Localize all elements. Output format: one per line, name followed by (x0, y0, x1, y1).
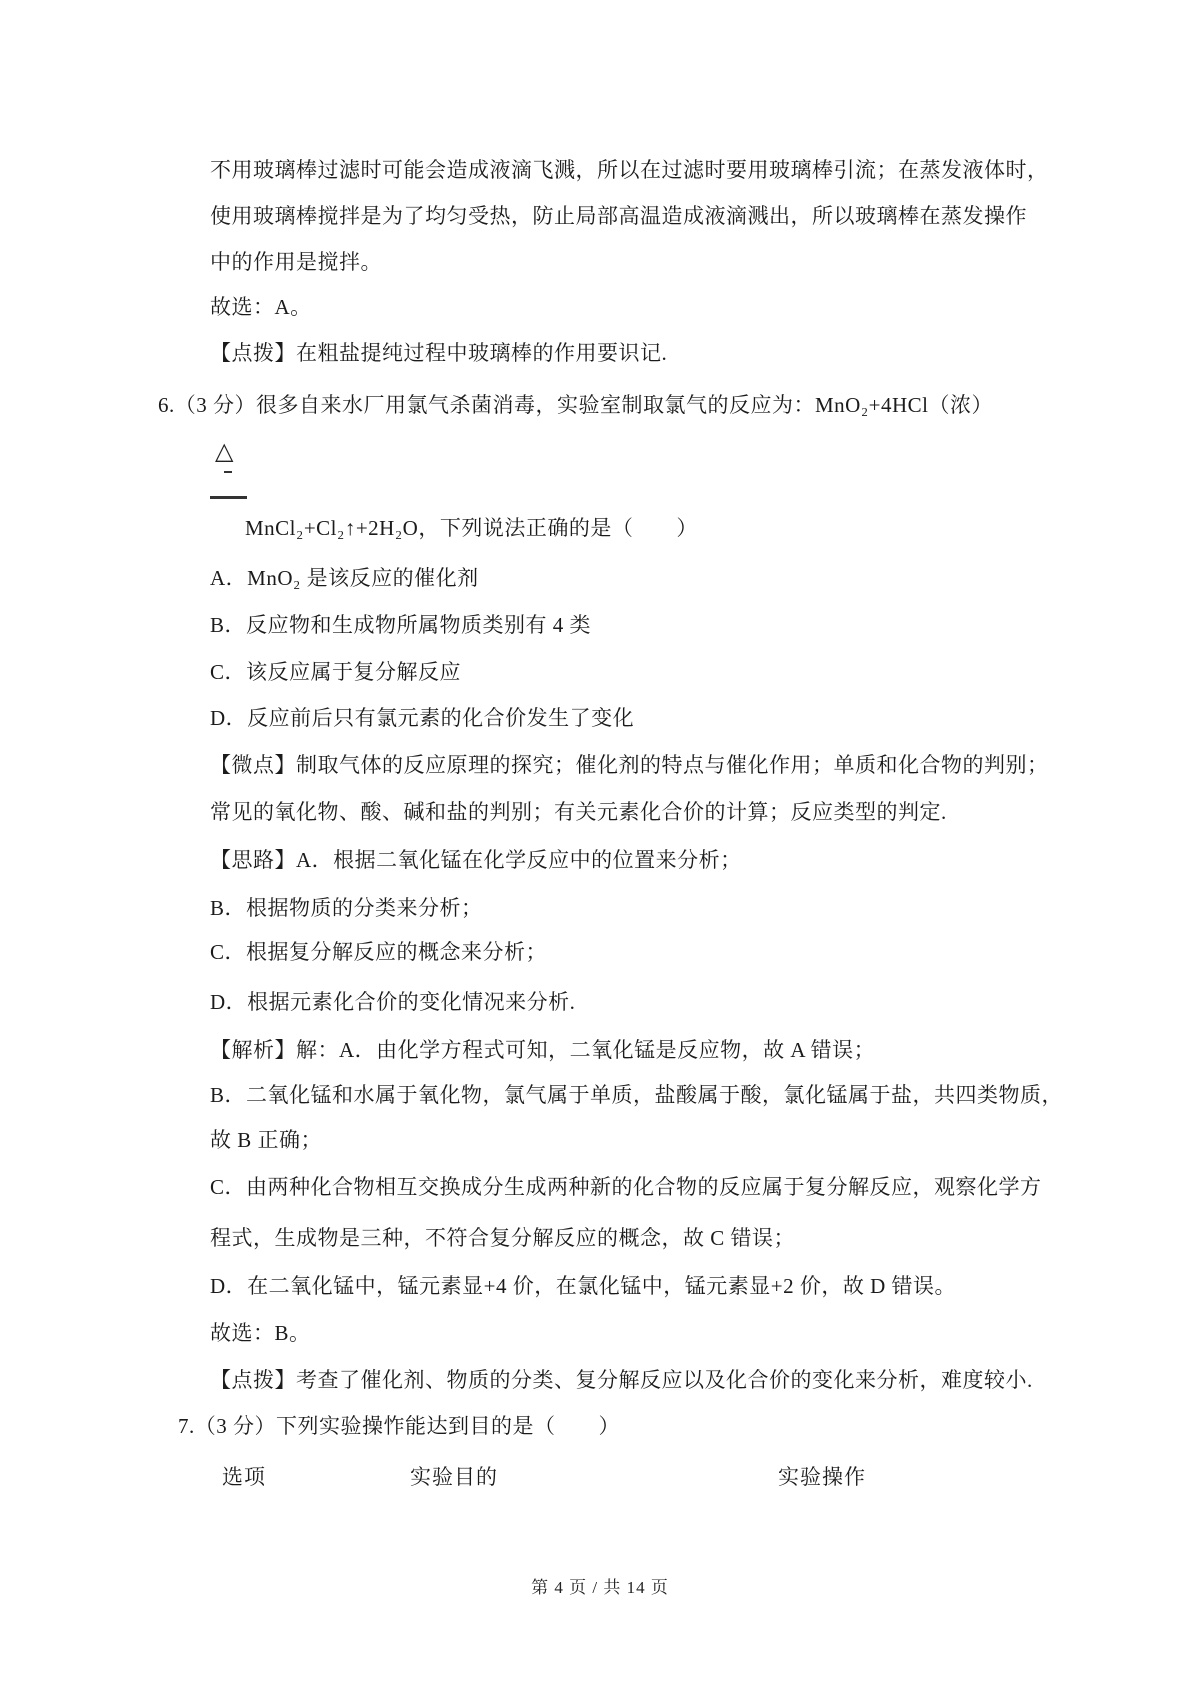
table-header-purpose: 实验目的 (410, 1465, 498, 1489)
analysis-line-c2: 程式，生成物是三种，不符合复分解反应的概念，故 C 错误； (210, 1226, 796, 1250)
analysis-line-b2: 故 B 正确； (210, 1128, 323, 1152)
approach-line-b: B．根据物质的分类来分析； (210, 896, 483, 920)
equation-products-line: MnCl₂+Cl₂↑+2H₂O，下列说法正确的是（ ） (245, 516, 698, 540)
question-7-stem: 7.（3 分）下列实验操怍能达到目的是（ ） (178, 1414, 620, 1438)
analysis-line-c: C．由两种化合物相互交换成分生成两种新的化合物的反应属于复分解反应，观察化学方 (210, 1175, 1042, 1199)
tip-line-q6: 【点拨】考查了催化剂、物质的分类、复分解反应以及化合价的变化来分析，难度较小. (210, 1368, 1033, 1392)
approach-line-a: 【思路】A．根据二氧化锰在化学反应中的位置来分析； (210, 848, 742, 872)
equation-equals-line (210, 496, 247, 499)
answer-line-q5: 故选：A。 (210, 295, 312, 319)
question-6-stem: 6.（3 分）很多自来水厂用氯气杀菌消毒，实验室制取氯气的反应为：MnO₂+4HCl（浓） (158, 393, 994, 417)
explanation-paragraph-line: 使用玻璃棒搅拌是为了均匀受热，防止局部高温造成液滴溅出，所以玻璃棒在蒸发操作 (210, 204, 1027, 228)
table-header-option: 选项 (222, 1465, 266, 1489)
analysis-line-d: D．在二氧化锰中，锰元素显+4 价，在氯化锰中，锰元素显+2 价，故 D 错误。 (210, 1274, 957, 1298)
approach-line-d: D．根据元素化合价的变化情况来分析. (210, 990, 576, 1014)
heating-triangle-symbol: △ (215, 439, 234, 465)
answer-line-q6: 故选：B。 (210, 1321, 311, 1345)
option-a-q6: A．MnO₂ 是该反应的催化剂 (210, 566, 479, 590)
explanation-paragraph-line: 中的作用是搅拌。 (210, 250, 382, 274)
explanation-paragraph-line: 不用玻璃棒过滤时可能会造成液滴飞溅，所以在过滤时要用玻璃棒引流；在蒸发液体时， (210, 158, 1049, 182)
analysis-line-b: B．二氧化锰和水属于氧化物，氯气属于单质，盐酸属于酸，氯化锰属于盐，共四类物质， (210, 1083, 1064, 1107)
knowledge-points-line: 【微点】制取气体的反应原理的探究；催化剂的特点与催化作用；单质和化合物的判别； (210, 753, 1049, 777)
approach-line-c: C．根据复分解反应的概念来分析； (210, 940, 548, 964)
option-c-q6: C．该反应属于复分解反应 (210, 660, 462, 684)
page-number-footer: 第 4 页 / 共 14 页 (531, 1578, 669, 1597)
option-d-q6: D．反应前后只有氯元素的化合价发生了变化 (210, 706, 635, 730)
knowledge-points-line: 常见的氧化物、酸、碱和盐的判别；有关元素化合价的计算；反应类型的判定. (210, 800, 947, 824)
table-header-operation: 实验操作 (778, 1465, 866, 1489)
analysis-line-a: 【解析】解：A．由化学方程式可知，二氧化锰是反应物，故 A 错误； (210, 1038, 876, 1062)
option-b-q6: B．反应物和生成物所属物质类别有 4 类 (210, 613, 592, 637)
equation-minus-mark (224, 471, 232, 473)
tip-line-q5: 【点拨】在粗盐提纯过程中玻璃棒的作用要识记. (210, 341, 668, 365)
